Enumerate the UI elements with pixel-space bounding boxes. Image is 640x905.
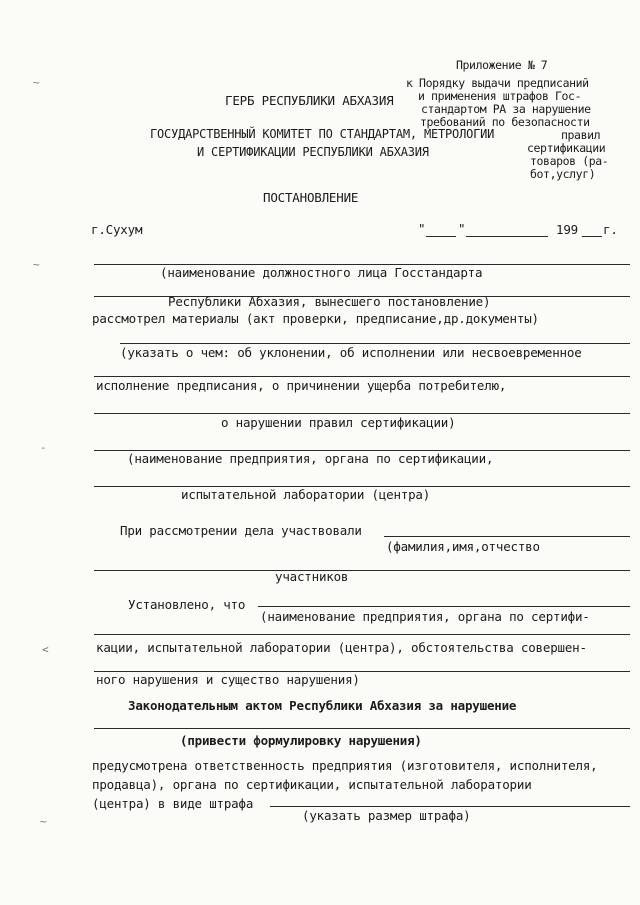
date-quote-open: "	[418, 221, 426, 236]
form-caption: (наименование предприятия, органа по сертификации,	[127, 451, 494, 466]
appendix-title: Приложение № 7	[456, 58, 548, 72]
materials-blank-3[interactable]	[94, 413, 630, 414]
committee-name: И СЕРТИФИКАЦИИ РЕСПУБЛИКИ АБХАЗИЯ	[197, 145, 429, 159]
margin-mark: ~	[40, 815, 47, 828]
form-caption: (указать о чем: об уклонении, об исполнении или несвоевременное	[120, 345, 582, 360]
form-caption: испытательной лаборатории (центра)	[181, 487, 431, 502]
fine-amount-blank[interactable]	[270, 806, 630, 807]
city: г.Сухум	[91, 222, 143, 237]
participants-blank-2[interactable]	[94, 570, 630, 571]
form-caption: участников	[275, 569, 349, 584]
appendix-line: бот,услуг)	[530, 167, 596, 181]
document-title: ПОСТАНОВЛЕНИЕ	[263, 190, 359, 205]
form-text: Законодательным актом Республики Абхазия за нарушение	[128, 698, 517, 713]
appendix-line: стандартом РА за нарушение	[421, 102, 591, 116]
appendix-line: требований по безопасности	[420, 115, 590, 129]
materials-blank-2[interactable]	[94, 376, 630, 377]
date-year: 199	[556, 222, 578, 237]
form-caption: исполнение предписания, о причинении ущерба потребителю,	[96, 378, 507, 393]
form-caption: (наименование предприятия, органа по сертифи-	[260, 609, 590, 624]
violation-blank[interactable]	[94, 728, 630, 729]
date-day-blank[interactable]	[426, 236, 456, 237]
form-caption: кации, испытательной лаборатории (центра), обстоятельства совершен-	[96, 640, 587, 655]
appendix-line: и применения штрафов Гос-	[418, 89, 582, 103]
form-caption: (привести формулировку нарушения)	[180, 733, 422, 748]
margin-mark: ~	[33, 258, 40, 271]
date-month-blank[interactable]	[466, 236, 548, 237]
form-text: продавца), органа по сертификации, испытательной лаборатории	[92, 777, 532, 792]
form-caption: о нарушении правил сертификации)	[221, 415, 456, 430]
appendix-line: к Порядку выдачи предписаний	[406, 76, 589, 90]
appendix-line: правил	[561, 128, 601, 142]
date-year-suffix: г.	[603, 222, 618, 237]
participants-blank[interactable]	[384, 536, 630, 537]
form-caption: (указать размер штрафа)	[302, 808, 471, 823]
date-year-blank[interactable]	[582, 236, 602, 237]
margin-mark: -	[40, 441, 47, 454]
form-caption: ного нарушения и существо нарушения)	[96, 672, 360, 687]
form-text: При рассмотрении дела участвовали	[120, 523, 362, 538]
form-text: Установлено, что	[128, 597, 246, 612]
established-blank-2[interactable]	[94, 634, 630, 635]
form-caption: Республики Абхазия, вынесшего постановление)	[168, 294, 491, 309]
emblem-caption: ГЕРБ РЕСПУБЛИКИ АБХАЗИЯ	[225, 93, 394, 108]
materials-blank[interactable]	[120, 343, 630, 344]
committee-name: ГОСУДАРСТВЕННЫЙ КОМИТЕТ ПО СТАНДАРТАМ, МЕТРОЛОГИИ	[150, 127, 495, 141]
date-quote-close: "	[458, 221, 466, 236]
appendix-line: сертификации	[527, 141, 606, 155]
form-caption: (фамилия,имя,отчество	[386, 539, 540, 554]
established-blank[interactable]	[258, 606, 630, 607]
margin-mark: <	[42, 643, 49, 656]
appendix-line: товаров (ра-	[530, 154, 609, 168]
form-text: рассмотрел материалы (акт проверки, предписание,др.документы)	[92, 311, 539, 326]
margin-mark: ~	[33, 76, 40, 89]
form-caption: (наименование должностного лица Госстандарта	[160, 265, 483, 280]
form-text: предусмотрена ответственность предприятия (изготовителя, исполнителя,	[92, 758, 598, 773]
form-text: (центра) в виде штрафа	[92, 796, 254, 811]
